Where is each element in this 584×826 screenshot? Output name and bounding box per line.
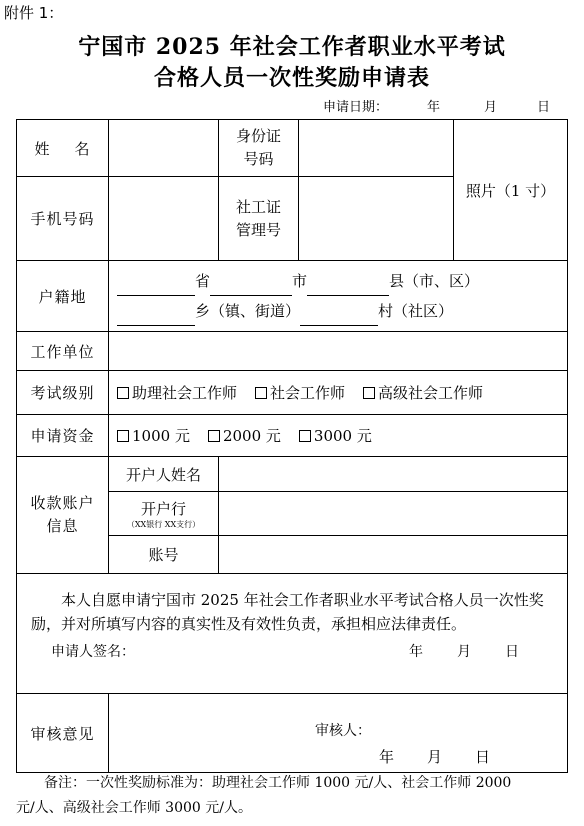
funding-label: 申请资金 — [17, 415, 109, 457]
review-year: 年 — [379, 748, 395, 766]
option-social-worker[interactable]: 社会工作师 — [255, 382, 345, 403]
exam-level-options — [109, 371, 568, 415]
household-label: 户籍地 — [17, 261, 109, 332]
attachment-label: 附件 1： — [4, 4, 64, 22]
declaration-day: 日 — [505, 644, 519, 660]
application-form — [16, 119, 568, 773]
review-label: 审核意见 — [17, 694, 109, 773]
account-holder-label: 开户人姓名 — [109, 457, 219, 492]
option-3000[interactable]: 3000 元 — [299, 425, 372, 446]
bank-label: 开户行 （XX银行 XX支行） — [109, 492, 219, 536]
id-card-field[interactable] — [299, 120, 454, 177]
option-assistant[interactable]: 助理社会工作师 — [117, 382, 237, 403]
applicant-signature-label: 申请人签名： — [51, 644, 135, 660]
photo-area[interactable]: 照片（1 寸） — [454, 120, 568, 261]
note-line2: 元/人、高级社会工作师 3000 元/人。 — [16, 800, 252, 816]
declaration-text: 本人自愿申请宁国市 2025 年社会工作者职业水平考试合格人员一次性奖励，并对所填写内容的真实性及有效性负责，承担相应法律责任。 — [31, 591, 544, 633]
bank-field[interactable] — [219, 492, 568, 536]
page-title-line1: 宁国市 2025 年社会工作者职业水平考试 — [78, 34, 506, 60]
employer-label: 工作单位 — [17, 332, 109, 371]
account-no-label: 账号 — [109, 536, 219, 574]
account-label: 收款账户 信息 — [17, 457, 109, 574]
declaration-month: 月 — [457, 644, 471, 660]
apply-date-month: 月 — [484, 100, 498, 115]
household-address[interactable]: 省 市 县（市、区） 乡（镇、街道） 村（社区） — [109, 261, 568, 332]
id-card-label: 身份证 号码 — [219, 120, 299, 177]
apply-date-day: 日 — [537, 100, 551, 115]
declaration — [17, 574, 568, 694]
apply-date-year: 年 — [427, 100, 441, 115]
review-month: 月 — [427, 748, 443, 766]
review-day: 日 — [475, 748, 491, 766]
name-label: 姓 名 — [17, 120, 109, 177]
phone-field[interactable] — [109, 177, 219, 261]
apply-date-label: 申请日期： — [323, 100, 389, 115]
checkbox-icon — [208, 430, 220, 442]
option-senior[interactable]: 高级社会工作师 — [363, 382, 483, 403]
checkbox-icon — [117, 430, 129, 442]
page-title-line2: 合格人员一次性奖励申请表 — [153, 65, 430, 91]
reviewer-label: 审核人： — [315, 723, 371, 739]
note-line1: 备注：一次性奖励标准为：助理社会工作师 1000 元/人、社会工作师 2000 — [44, 775, 512, 791]
account-no-field[interactable] — [219, 536, 568, 574]
employer-field[interactable] — [109, 332, 568, 371]
checkbox-icon — [255, 387, 267, 399]
review-area[interactable] — [109, 694, 568, 773]
account-holder-field[interactable] — [219, 457, 568, 492]
checkbox-icon — [363, 387, 375, 399]
funding-options — [109, 415, 568, 457]
social-cert-field[interactable] — [299, 177, 454, 261]
phone-label: 手机号码 — [17, 177, 109, 261]
checkbox-icon — [117, 387, 129, 399]
social-cert-label: 社工证 管理号 — [219, 177, 299, 261]
option-2000[interactable]: 2000 元 — [208, 425, 281, 446]
checkbox-icon — [299, 430, 311, 442]
note — [16, 771, 572, 821]
declaration-year: 年 — [409, 644, 423, 660]
exam-level-label: 考试级别 — [17, 371, 109, 415]
option-1000[interactable]: 1000 元 — [117, 425, 190, 446]
name-field[interactable] — [109, 120, 219, 177]
